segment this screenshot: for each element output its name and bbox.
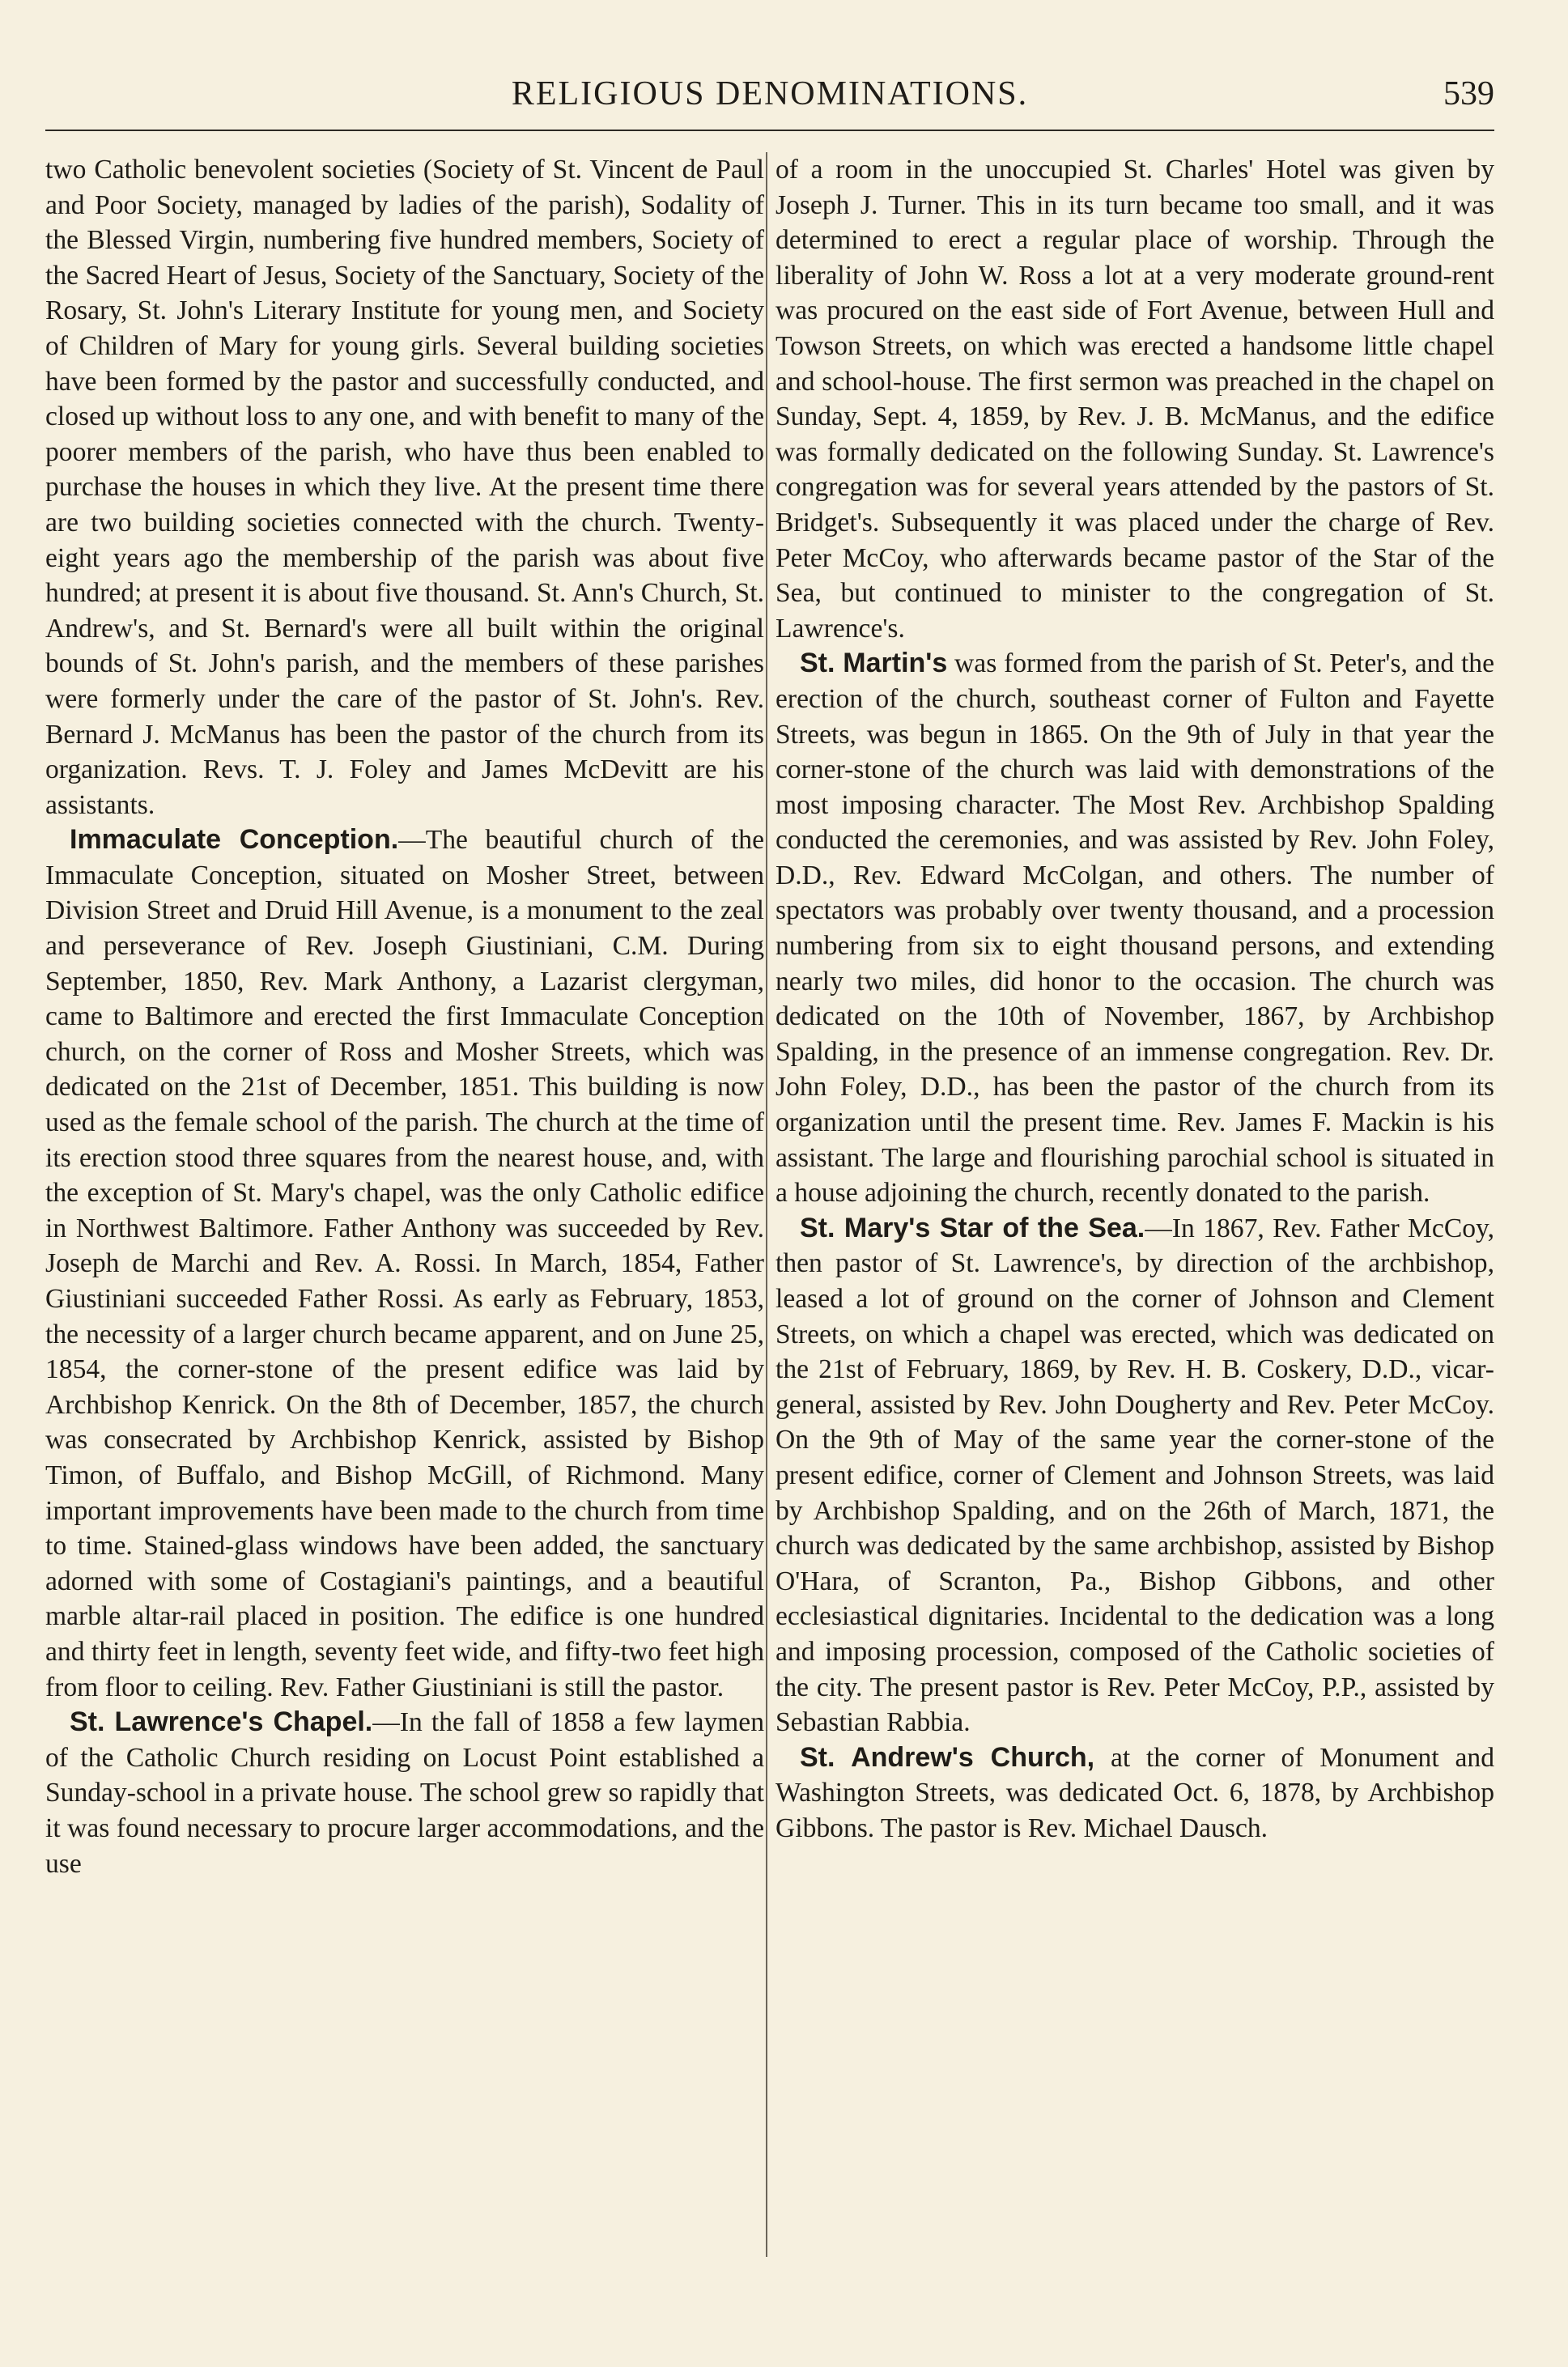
star-of-the-sea-text: —In 1867, Rev. Father McCoy, then pastor of St. Lawrence's, by direction of the archbishop, leased a lot of ground on the corner of Johnson and Clement Streets, on which a chapel was erected, which was dedicated on the 21st of February, 1869, by Rev. H. B. Coskery, D.D., vicar-general, assisted by Rev. John Dougherty and Rev. Peter McCoy. On the 9th of May of the same year the corner-stone of the present edifice, corner of Clement and Johnson Streets, was laid by Archbishop Spalding, and on the 26th of March, 1871, the church was dedicated by the same archbishop, assisted by Bishop O'Hara, of Scranton, Pa., Bishop Gibbons, and other ecclesiastical dignitaries. Incidental to the dedication was a long and imposing procession, composed of the Catholic societies of the city. The present pastor is Rev. Peter McCoy, P.P., assisted by Sebastian Rabbia. — [776, 1213, 1495, 1738]
continued-paragraph: two Catholic benevolent societies (Society of St. Vincent de Paul and Poor Society, managed by ladies of the parish), Sodality of the Blessed Virgin, numbering five hundred members, Society of the Sacred Heart of Jesus, Society of the Sanctuary, Society of the Rosary, St. John's Literary Institute for young men, and Society of Children of Mary for young girls. Several building societies have been formed by the pastor and successfully conducted, and closed up without loss to any one, and with benefit to many of the poorer members of the parish, who have thus been enabled to purchase the houses in which they live. At the present time there are two building societies connected with the church. Twenty-eight years ago the membership of the parish was about five hundred; at present it is about five thousand. St. Ann's Church, St. Andrew's, and St. Bernard's were all built within the original bounds of St. John's parish, and the members of these parishes were formerly under the care of the pastor of St. John's. Rev. Bernard J. McManus has been the pastor of the church from its organization. Revs. T. J. Foley and James McDevitt are his assistants. — [45, 155, 764, 820]
st-lawrence-heading: St. Lawrence's Chapel. — [70, 1706, 373, 1738]
star-of-the-sea-entry — [776, 1211, 1494, 1740]
st-martin-heading: St. Martin's — [800, 648, 948, 679]
st-martin-text: was formed from the parish of St. Peter's, and the erection of the church, southeast corner of Fulton and Fayette Streets, was begun in 1865. On the 9th of July in that year the corner-stone of the church was laid with demonstrations of the most imposing character. The Most Rev. Archbishop Spalding conducted the ceremonies, and was assisted by Rev. John Foley, D.D., Rev. Edward McColgan, and others. The number of spectators was probably over twenty thousand, and a procession numbering from six to eight thousand persons, and extending nearly two miles, did honor to the occasion. The church was dedicated on the 10th of November, 1867, by Archbishop Spalding, in the presence of an immense congregation. Rev. Dr. John Foley, D.D., has been the pastor of the church from its organization until the present time. Rev. James F. Mackin is his assistant. The large and flourishing parochial school is situated in a house adjoining the church, recently donated to the parish. — [776, 648, 1495, 1209]
st-lawrence-entry — [45, 1705, 764, 1881]
st-lawrence-continued: of a room in the unoccupied St. Charles' Hotel was given by Joseph J. Turner. This in its turn became too small, and it was determined to erect a regular place of worship. Through the liberality of John W. Ross a lot at a very moderate ground-rent was procured on the east side of Fort Avenue, between Hull and Towson Streets, on which was erected a handsome little chapel and school-house. The first sermon was preached in the chapel on Sunday, Sept. 4, 1859, by Rev. J. B. McManus, and the edifice was formally dedicated on the following Sunday. St. Lawrence's congregation was for several years attended by the pastors of St. Bridget's. Subsequently it was placed under the charge of Rev. Peter McCoy, who afterwards became pastor of the Star of the Sea, but continued to minister to the congregation of St. Lawrence's. — [776, 155, 1494, 644]
immaculate-conception-heading: Immaculate Conception. — [70, 824, 399, 856]
column-divider — [766, 152, 767, 2257]
st-andrew-text: at the corner of Monument and Washington Streets, was dedicated Oct. 6, 1878, by Archbishop Gibbons. The pastor is Rev. Michael Dausch. — [776, 1742, 1495, 1843]
st-andrew-heading: St. Andrew's Church, — [800, 1741, 1095, 1773]
page-header — [45, 74, 1494, 123]
running-head: RELIGIOUS DENOMINATIONS. — [511, 75, 1029, 113]
st-andrew-entry — [776, 1740, 1494, 1846]
left-column — [45, 152, 764, 1881]
header-rule — [45, 130, 1494, 131]
page-number: 539 — [1443, 75, 1494, 113]
immaculate-conception-text: —The beautiful church of the Immaculate Conception, situated on Mosher Street, between Division Street and Druid Hill Avenue, is a monument to the zeal and perseverance of Rev. Joseph Giustiniani, C.M. During September, 1850, Rev. Mark Anthony, a Lazarist clergyman, came to Baltimore and erected the first Immaculate Conception church, on the corner of Ross and Mosher Streets, which was dedicated on the 21st of December, 1851. This building is now used as the female school of the parish. The church at the time of its erection stood three squares from the nearest house, and, with the exception of St. Mary's chapel, was the only Catholic edifice in Northwest Baltimore. Father Anthony was succeeded by Rev. Joseph de Marchi and Rev. A. Rossi. In March, 1854, Father Giustiniani succeeded Father Rossi. As early as February, 1853, the necessity of a larger church became apparent, and on June 25, 1854, the corner-stone of the present edifice was laid by Archbishop Kenrick. On the 8th of December, 1857, the church was consecrated by Archbishop Kenrick, assisted by Bishop Timon, of Buffalo, and Bishop McGill, of Richmond. Many important improvements have been made to the church from time to time. Stained-glass windows have been added, the sanctuary adorned with some of Costagiani's paintings, and a beautiful marble altar-rail placed in position. The edifice is one hundred and thirty feet in length, seventy feet wide, and fifty-two feet high from floor to ceiling. Rev. Father Giustiniani is still the pastor. — [45, 825, 764, 1702]
immaculate-conception-entry — [45, 822, 764, 1705]
st-martin-entry — [776, 646, 1494, 1211]
right-column — [776, 152, 1494, 1846]
star-of-the-sea-heading: St. Mary's Star of the Sea. — [800, 1212, 1145, 1243]
st-lawrence-text: —In the fall of 1858 a few laymen of the Catholic Church residing on Locust Point established a Sunday-school in a private house. The school grew so rapidly that it was found necessary to procure larger accommodations, and the use — [45, 1707, 764, 1879]
